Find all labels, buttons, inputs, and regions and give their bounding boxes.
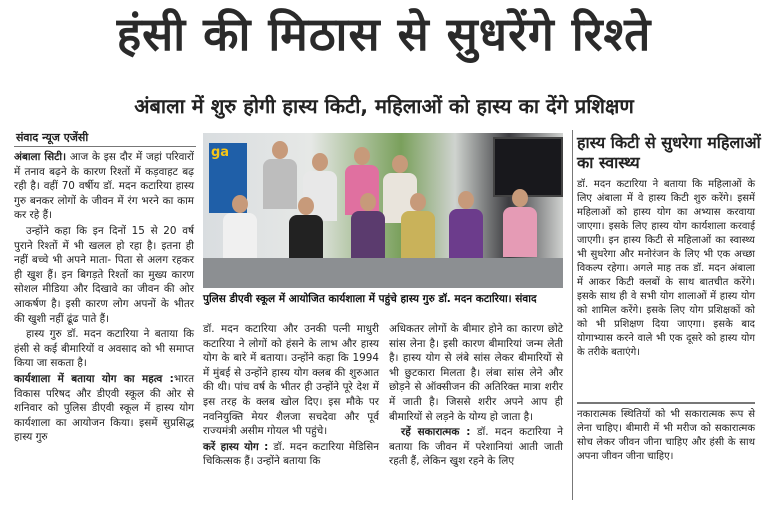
col1-p4-text: भारत विकास परिषद और डीएवी स्कूल की ओर से शनिवार को पुलिस डीएवी स्कूल में हास्य योग कार्यशाला का आयोजन किया। इसमें सुप्रसिद्ध हास्य गुरु [14,372,194,444]
sidebar-rule [577,402,755,404]
sidebar-body [577,178,755,361]
event-banner: ga [209,143,247,213]
col3-subhead: रहें सकारात्मक : [401,426,471,439]
col1-paragraph-2: उन्होंने कहा कि इन दिनों 15 से 20 वर्ष पुराने रिश्तों में भी खलल हो रहा है। इतना ही नहीं बच्चे भी अपने माता- पिता से अलग रहकर ही खुश हैं। इन बिगड़ते रिश्तों का मुख्य कारण सोशल मीडिया और दिखावे का जीवन की ओर आकर्षण है। इसी कारण लोग अपनों के भीतर की खुशी नहीं ढूंढ पाते हैं। [14,224,194,325]
column-3 [389,322,563,470]
sidebar-title: हास्य किटी से सुधरेगा महिलाओं का स्वास्थ्य [577,133,761,172]
sidebar-continuation [577,408,755,465]
byline: संवाद न्यूज एजेंसी [16,131,89,144]
col3-p2-text: डॉ. मदन कटारिया ने बताया कि जीवन में परेशानियां आती जाती रहती हैं, लेकिन खुश रहने के लिए [389,426,563,468]
news-photo [203,133,563,288]
col2-paragraph-1: डॉ. मदन कटारिया और उनकी पत्नी माधुरी कटारिया ने लोगों को हंसने के लाभ और हास्य योग के बारे में बताया। उन्होंने कहा कि 1994 में मुंबई से उन्होंने हास्य योग क्लब की शुरुआत की थी। पांच वर्ष के भीतर ही उन्होंने पूरे देश में इस तरह के क्लब खोल दिए। इस मौके पर नवनियुक्ति मेयर शैलजा सचदेवा और पूर्व राज्यमंत्री असीम गोयल भी पहुंचे। [203,323,379,438]
col2-subhead: करें हास्य योग : [203,440,269,453]
column-2 [203,322,379,470]
headline: हंसी की मिठास से सुधरेंगे रिश्ते [116,7,652,61]
photo-caption: पुलिस डीएवी स्कूल में आयोजित कार्यशाला में पहुंचे हास्य गुरु डॉ. मदन कटारिया। संवाद [203,293,537,305]
column-1 [14,150,194,446]
byline-divider [14,146,196,147]
col1-subhead: कार्यशाला में बताया योग का महत्व : [14,372,174,385]
col1-paragraph-3: हास्य गुरु डॉ. मदन कटारिया ने बताया कि हंसी से कई बीमारियों व अवसाद को भी समाप्त किया जा सकता है। [14,328,194,370]
col3-paragraph-1: अधिकतर लोगों के बीमार होने का कारण छोटे सांस लेना है। इसी कारण बीमारियां जन्म लेती है। हास्य योग से लंबे सांस लेकर बीमारियों से भी छुटकारा मिलता है। लंबा सांस लेने और छोड़ने से ऑक्सीजन की अतिरिक्त मात्रा शरीर में जाती है। जिससे शरीर अपने आप ही बीमारियों से लड़ने के योग्य हो जाता है। [389,323,563,423]
col2-paragraph-2 [203,440,379,469]
col1-p1-text: आज के इस दौर में जहां परिवारों में तनाव बढ़ने के कारण रिश्तों में कड़वाहट बढ़ रही है। वहीं 70 वर्षीय डॉ. मदन कटारिया हास्य गुरु बनकर लोगों के जीवन में रंग भरने का काम कर रहे हैं। [14,151,194,222]
col3-paragraph-2 [389,425,563,469]
col1-paragraph-1 [14,150,194,223]
sidebar-paragraph-2: नकारात्मक स्थितियों को भी सकारात्मक रूप से लेना चाहिए। बीमारी में भी मरीज को सकारात्मक सोच लेकर जीवन जीना चाहिए और हंसी के साथ अपना जीवन जीना चाहिए। [577,409,755,462]
dateline: अंबाला सिटी। [14,151,67,163]
sidebar-divider [572,130,573,500]
tv-screen [493,137,563,197]
col1-paragraph-4 [14,372,194,445]
col2-p2-text: डॉ. मदन कटारिया मेडिसिन चिकित्सक हैं। उन्होंने बताया कि [203,440,379,468]
subheadline: अंबाला में शुरु होगी हास्य किटी, महिलाओं को हास्य का देंगे प्रशिक्षण [134,94,634,118]
sidebar-paragraph: डॉ. मदन कटारिया ने बताया कि महिलाओं के लिए अंबाला में वे हास्य किटी शुरु करेंगे। इसमें महिलाओं को हास्य योग का अभ्यास करवाया जाएगा। इसके लिए हास्य योग कार्यशाला करवाई जाएगी। इन हास्य किटी से महिलाओं का स्वास्थ्य भी सुधरेगा और मनोरंजन के लिए भी एक अच्छा विकल्प रहेगा। अगले माह तक डॉ. मदन अंबाला में आकर किटी क्लबों के साथ बातचीत करेंगे। इसके साथ ही वे सभी योग शालाओं में हास्य योग को शामिल करेंगे। इसके लिए योग प्रशिक्षकों को को भी प्रशिक्षण दिया जाएगा। इसके बाद योगाभ्यास करने वाले भी एक दूसरे को हास्य योग के तरीके बताएंगे। [577,179,755,358]
